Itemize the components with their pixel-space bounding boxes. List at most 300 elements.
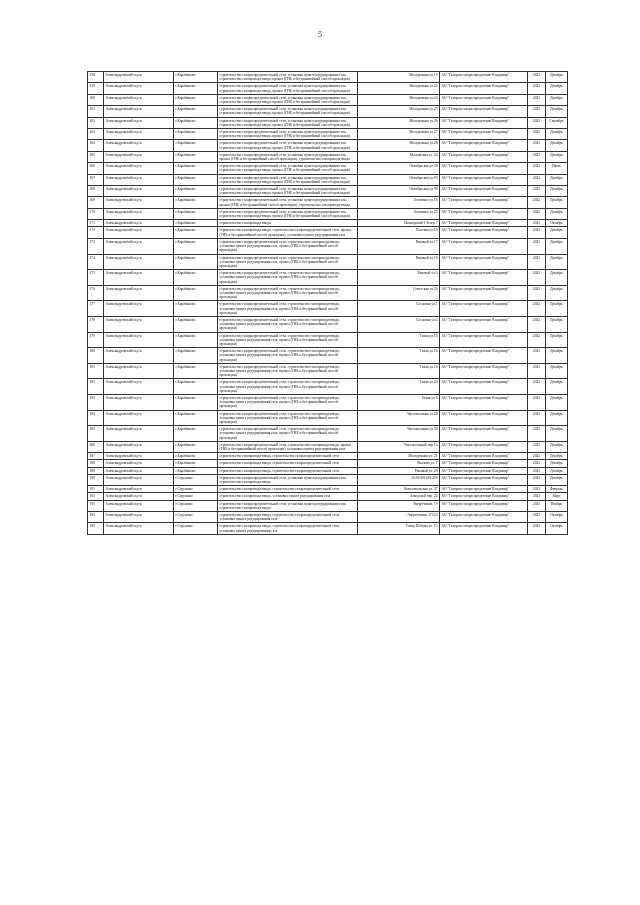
work-description-cell: строительство газораспределительной сети, установка пункта редуцирования газа, прокол (ГНБ и бестраншейный способ прокладки), строительство газопровода-ввода: [218, 151, 358, 162]
district-cell: Александровский м.р-н: [104, 348, 174, 364]
year-cell: 2022: [528, 208, 546, 219]
city-cell: г.Карабаново: [174, 227, 218, 238]
district-cell: Александровский м.р-н: [104, 94, 174, 105]
work-description-cell: строительство газораспределительной сети, строительство газопровода-ввода, установка пункта редуцирования газа, прокол (ГНБ и бестраншейный способ прокладки): [218, 254, 358, 270]
year-cell: 2023: [528, 238, 546, 254]
month-cell: Декабрь: [546, 238, 568, 254]
city-cell: г.Карабаново: [174, 467, 218, 474]
year-cell: 2022: [528, 453, 546, 460]
row-number-cell: 195: [88, 523, 104, 534]
organization-cell: АО "Газпром газораспределение Владимир": [440, 410, 528, 426]
year-cell: 2023: [528, 500, 546, 511]
table-body: [88, 72, 568, 535]
district-cell: Александровский м.р-н: [104, 493, 174, 500]
work-description-cell: строительство газораспределительной сети, строительство газопровода-ввода, прокол (ГНБ и бестраншейный способ прокладки), установка пункта редуцирования газа: [218, 441, 358, 452]
row-number-cell: 190: [88, 474, 104, 485]
work-description-cell: строительство газораспределительной сети, строительство газопровода-ввода, установка пункта редуцирования газа, прокол (ГНБ и бестраншейный способ прокладки): [218, 332, 358, 348]
work-description-cell: строительство газораспределительной сети, установка пункта редуцирования газа, прокол (ГНБ и бестраншейный способ прокладки), строительство газопровода-ввода: [218, 197, 358, 208]
table-row: [88, 83, 568, 94]
row-number-cell: 178: [88, 316, 104, 332]
city-cell: г.Карабаново: [174, 197, 218, 208]
month-cell: Декабрь: [546, 348, 568, 364]
district-cell: Александровский м.р-н: [104, 208, 174, 219]
month-cell: Декабрь: [546, 410, 568, 426]
work-description-cell: строительство газораспределительной сети, строительство газопровода-ввода, установка пункта редуцирования газа, прокол (ГНБ и бестраншейный способ прокладки): [218, 316, 358, 332]
table-row: [88, 140, 568, 151]
city-cell: г.Струнино: [174, 474, 218, 485]
district-cell: Александровский м.р-н: [104, 72, 174, 83]
row-number-cell: 179: [88, 332, 104, 348]
row-number-cell: 167: [88, 174, 104, 185]
work-description-cell: строительство газопровода-ввода, строительство газораспределительной сети: [218, 486, 358, 493]
address-cell: Молодежная ул.25: [358, 106, 440, 117]
year-cell: 2023: [528, 486, 546, 493]
month-cell: Декабрь: [546, 94, 568, 105]
month-cell: Декабрь: [546, 379, 568, 395]
work-description-cell: строительство газораспределительной сети, установка пункта редуцирования газа, строительство газопровода-ввода, прокол (ГНБ и бестраншейный способ прокладки): [218, 174, 358, 185]
district-cell: Александровский м.р-н: [104, 460, 174, 467]
organization-cell: АО "Газпром газораспределение Владимир": [440, 94, 528, 105]
month-cell: Июль: [546, 163, 568, 174]
address-cell: Раковый ул.17: [358, 238, 440, 254]
address-cell: Раковый ул. 20: [358, 467, 440, 474]
organization-cell: АО "Газпром газораспределение Владимир": [440, 493, 528, 500]
work-description-cell: строительство газопровода-ввода, строительство газораспределительной сети: [218, 460, 358, 467]
table-row: [88, 186, 568, 197]
table-row: [88, 348, 568, 364]
month-cell: Октябрь: [546, 512, 568, 523]
organization-cell: АО "Газпром газораспределение Владимир": [440, 197, 528, 208]
month-cell: Декабрь: [546, 394, 568, 410]
district-cell: Александровский м.р-н: [104, 410, 174, 426]
row-number-cell: 166: [88, 163, 104, 174]
row-number-cell: 194: [88, 512, 104, 523]
district-cell: Александровский м.р-н: [104, 453, 174, 460]
city-cell: г.Карабаново: [174, 332, 218, 348]
year-cell: 2023: [528, 301, 546, 317]
table-row: [88, 238, 568, 254]
row-number-cell: 173: [88, 238, 104, 254]
row-number-cell: 168: [88, 186, 104, 197]
city-cell: г.Карабаново: [174, 117, 218, 128]
organization-cell: АО "Газпром газораспределение Владимир": [440, 186, 528, 197]
address-cell: Молодежная ул.22: [358, 83, 440, 94]
district-cell: Александровский м.р-н: [104, 474, 174, 485]
address-cell: Осипенко ул.25: [358, 208, 440, 219]
month-cell: Декабрь: [546, 151, 568, 162]
work-description-cell: строительство газораспределительной сети, строительство газопровода-ввода, установка пункта редуцирования газа, прокол (ГНБ и бестраншейный способ прокладки): [218, 410, 358, 426]
organization-cell: АО "Газпром газораспределение Владимир": [440, 426, 528, 442]
district-cell: Александровский м.р-н: [104, 220, 174, 227]
address-cell: Тихая ул.10: [358, 332, 440, 348]
work-description-cell: строительство газораспределительной сети, установка пункта редуцирования газа, строительство газопровода-ввода, прокол (ГНБ и бестраншейный способ прокладки): [218, 208, 358, 219]
month-cell: Февраль: [546, 486, 568, 493]
organization-cell: АО "Газпром газораспределение Владимир": [440, 208, 528, 219]
address-cell: Молодежная ул.28: [358, 140, 440, 151]
table-row: [88, 270, 568, 286]
city-cell: г.Карабаново: [174, 270, 218, 286]
year-cell: 2022: [528, 332, 546, 348]
table-row: [88, 426, 568, 442]
address-cell: Осипенко ул.18: [358, 197, 440, 208]
address-cell: Советская ул.24: [358, 285, 440, 301]
address-cell: Энергетиков, 19: [358, 500, 440, 511]
table-row: [88, 523, 568, 534]
district-cell: Александровский м.р-н: [104, 117, 174, 128]
year-cell: 2022: [528, 174, 546, 185]
year-cell: 2023: [528, 348, 546, 364]
row-number-cell: 186: [88, 441, 104, 452]
row-number-cell: 184: [88, 410, 104, 426]
district-cell: Александровский м.р-н: [104, 106, 174, 117]
organization-cell: АО "Газпром газораспределение Владимир": [440, 348, 528, 364]
table-row: [88, 117, 568, 128]
table-row: [88, 363, 568, 379]
table-row: [88, 197, 568, 208]
organization-cell: АО "Газпром газораспределение Владимир": [440, 474, 528, 485]
address-cell: Тихая ул.18: [358, 363, 440, 379]
table-row: [88, 94, 568, 105]
month-cell: Декабрь: [546, 285, 568, 301]
organization-cell: АО "Газпром газораспределение Владимир": [440, 379, 528, 395]
month-cell: Декабрь: [546, 453, 568, 460]
district-cell: Александровский м.р-н: [104, 500, 174, 511]
year-cell: 2023: [528, 117, 546, 128]
month-cell: Декабрь: [546, 301, 568, 317]
row-number-cell: 182: [88, 379, 104, 395]
work-description-cell: строительство газораспределительной сети, строительство газопровода-ввода, установка пункта редуцирования газа, прокол (ГНБ и бестраншейный способ прокладки): [218, 348, 358, 364]
city-cell: г.Карабаново: [174, 316, 218, 332]
month-cell: Декабрь: [546, 316, 568, 332]
city-cell: г.Карабаново: [174, 208, 218, 219]
district-cell: Александровский м.р-н: [104, 467, 174, 474]
year-cell: 2023: [528, 474, 546, 485]
organization-cell: АО "Газпром газораспределение Владимир": [440, 301, 528, 317]
address-cell: Раковый ул.19: [358, 254, 440, 270]
row-number-cell: 164: [88, 140, 104, 151]
city-cell: г.Карабаново: [174, 410, 218, 426]
city-cell: г.Карабаново: [174, 238, 218, 254]
city-cell: г.Карабаново: [174, 129, 218, 140]
city-cell: г.Карабаново: [174, 83, 218, 94]
month-cell: Декабрь: [546, 129, 568, 140]
year-cell: 2023: [528, 316, 546, 332]
year-cell: 2023: [528, 129, 546, 140]
month-cell: Декабрь: [546, 426, 568, 442]
organization-cell: АО "Газпром газораспределение Владимир": [440, 363, 528, 379]
city-cell: г.Струнино: [174, 486, 218, 493]
work-description-cell: строительство газораспределительной сети, установка пункта редуцирования газа, строительство газопровода-ввода, прокол (ГНБ и бестраншейный способ прокладки): [218, 106, 358, 117]
work-description-cell: строительство газораспределительной сети, установка пункта редуцирования газа, строительство газопровода-ввода, прокол (ГНБ и бестраншейный способ прокладки): [218, 163, 358, 174]
page-number: 5: [318, 30, 322, 39]
district-cell: Александровский м.р-н: [104, 140, 174, 151]
city-cell: г.Карабаново: [174, 163, 218, 174]
year-cell: 2023: [528, 441, 546, 452]
year-cell: 2023: [528, 94, 546, 105]
year-cell: 2023: [528, 220, 546, 227]
address-cell: Чистопольная ул.30: [358, 426, 440, 442]
year-cell: 2023: [528, 493, 546, 500]
month-cell: Декабрь: [546, 106, 568, 117]
row-number-cell: 169: [88, 197, 104, 208]
year-cell: 2023: [528, 523, 546, 534]
table-row: [88, 227, 568, 238]
work-description-cell: строительство газораспределительной сети, строительство газопровода-ввода, установка пункта редуцирования газа, прокол (ГНБ и бестраншейный способ прокладки): [218, 363, 358, 379]
address-cell: Сосновая ул.1: [358, 301, 440, 317]
district-cell: Александровский м.р-н: [104, 129, 174, 140]
year-cell: 2023: [528, 270, 546, 286]
organization-cell: АО "Газпром газораспределение Владимир": [440, 227, 528, 238]
row-number-cell: 175: [88, 270, 104, 286]
table-row: [88, 512, 568, 523]
table-row: [88, 441, 568, 452]
table-row: [88, 129, 568, 140]
row-number-cell: 161: [88, 106, 104, 117]
city-cell: г.Карабаново: [174, 220, 218, 227]
table-row: [88, 493, 568, 500]
district-cell: Александровский м.р-н: [104, 83, 174, 94]
work-description-cell: строительство газораспределительной сети, строительство газопровода-ввода, установка пункта редуцирования газа, прокол (ГНБ и бестраншейный способ прокладки): [218, 394, 358, 410]
address-cell: Молодежная ул.27: [358, 129, 440, 140]
year-cell: 2023: [528, 151, 546, 162]
row-number-cell: 180: [88, 348, 104, 364]
table-row: [88, 174, 568, 185]
city-cell: г.Карабаново: [174, 363, 218, 379]
month-cell: Декабрь: [546, 332, 568, 348]
month-cell: Декабрь: [546, 474, 568, 485]
organization-cell: АО "Газпром газораспределение Владимир": [440, 129, 528, 140]
address-cell: Чистопольный пер.14: [358, 441, 440, 452]
city-cell: г.Струнино: [174, 523, 218, 534]
address-cell: Октябрьская ул.99: [358, 186, 440, 197]
city-cell: г.Карабаново: [174, 460, 218, 467]
row-number-cell: 160: [88, 94, 104, 105]
table-row: [88, 106, 568, 117]
organization-cell: АО "Газпром газораспределение Владимир": [440, 441, 528, 452]
row-number-cell: 191: [88, 486, 104, 493]
organization-cell: АО "Газпром газораспределение Владимир": [440, 140, 528, 151]
district-cell: Александровский м.р-н: [104, 426, 174, 442]
work-description-cell: строительство газораспределительной сети, строительство газопровода-ввода, установка пункта редуцирования газа, прокол (ГНБ и бестраншейный способ прокладки): [218, 301, 358, 317]
city-cell: г.Карабаново: [174, 254, 218, 270]
month-cell: Декабрь: [546, 441, 568, 452]
year-cell: 2023: [528, 363, 546, 379]
table-row: [88, 486, 568, 493]
table-row: [88, 163, 568, 174]
work-description-cell: строительство газораспределительной сети, строительство газопровода-ввода, установка пункта редуцирования газа, прокол (ГНБ и бестраншейный способ прокладки): [218, 270, 358, 286]
work-description-cell: строительство газопровода-ввода, строительство газораспределительной сети: [218, 453, 358, 460]
organization-cell: АО "Газпром газораспределение Владимир": [440, 467, 528, 474]
district-cell: Александровский м.р-н: [104, 523, 174, 534]
row-number-cell: 162: [88, 117, 104, 128]
district-cell: Александровский м.р-н: [104, 254, 174, 270]
work-description-cell: строительство газораспределительной сети, установка пункта редуцирования газа, строительство газопровода-ввода: [218, 500, 358, 511]
city-cell: г.Карабаново: [174, 106, 218, 117]
month-cell: Сентябрь: [546, 117, 568, 128]
district-cell: Александровский м.р-н: [104, 363, 174, 379]
table-row: [88, 460, 568, 467]
city-cell: г.Карабаново: [174, 348, 218, 364]
district-cell: Александровский м.р-н: [104, 301, 174, 317]
month-cell: Ноябрь: [546, 500, 568, 511]
address-cell: Молодежная ул.26: [358, 117, 440, 128]
table-row: [88, 285, 568, 301]
month-cell: Декабрь: [546, 174, 568, 185]
year-cell: 2023: [528, 467, 546, 474]
work-description-cell: строительство газораспределительной сети, строительство газопровода-ввода, установка пункта редуцирования газа, прокол (ГНБ и бестраншейный способ прокладки): [218, 238, 358, 254]
month-cell: Декабрь: [546, 140, 568, 151]
organization-cell: АО "Газпром газораспределение Владимир": [440, 285, 528, 301]
district-cell: Александровский м.р-н: [104, 316, 174, 332]
year-cell: 2022: [528, 197, 546, 208]
organization-cell: АО "Газпром газораспределение Владимир": [440, 512, 528, 523]
organization-cell: АО "Газпром газораспределение Владимир": [440, 83, 528, 94]
table-row: [88, 220, 568, 227]
row-number-cell: 170: [88, 208, 104, 219]
month-cell: Декабрь: [546, 227, 568, 238]
district-cell: Александровский м.р-н: [104, 441, 174, 452]
address-cell: Пионерский 1-й пер,7: [358, 220, 440, 227]
row-number-cell: 193: [88, 500, 104, 511]
address-cell: Энергетиков, 2/5/23: [358, 512, 440, 523]
work-description-cell: строительство газораспределительной сети, строительство газопровода-ввода, установка пункта редуцирования газа, прокол (ГНБ и бестраншейный способ прокладки): [218, 285, 358, 301]
address-cell: Октябрьская ул.38: [358, 163, 440, 174]
month-cell: Октябрь: [546, 220, 568, 227]
work-description-cell: строительство газораспределительной сети, установка пункта редуцирования газа, строительство газопровода-ввода, прокол (ГНБ и бестраншейный способ прокладки): [218, 186, 358, 197]
district-cell: Александровский м.р-н: [104, 227, 174, 238]
city-cell: г.Карабаново: [174, 441, 218, 452]
organization-cell: АО "Газпром газораспределение Владимир": [440, 500, 528, 511]
year-cell: 2023: [528, 512, 546, 523]
address-cell: Молодежная ул. 21: [358, 453, 440, 460]
row-number-cell: 188: [88, 460, 104, 467]
organization-cell: АО "Газпром газораспределение Владимир": [440, 316, 528, 332]
table-row: [88, 151, 568, 162]
district-cell: Александровский м.р-н: [104, 332, 174, 348]
address-cell: Тихая ул.24: [358, 379, 440, 395]
year-cell: 2022: [528, 379, 546, 395]
year-cell: 2022: [528, 163, 546, 174]
work-description-cell: строительство газопровода-ввода, строительство газораспределительной сети, прокол (ГНБ и бестраншейный способ прокладки), установка пункта редуцирования газа: [218, 227, 358, 238]
address-cell: Молодежная ул.19: [358, 72, 440, 83]
table-row: [88, 394, 568, 410]
district-cell: Александровский м.р-н: [104, 270, 174, 286]
address-cell: Молодежная ул.24: [358, 94, 440, 105]
year-cell: 2023: [528, 106, 546, 117]
month-cell: Декабрь: [546, 254, 568, 270]
work-description-cell: строительство газопровода-ввода, строительство газораспределительной сети, установка пункта редуцирования газа: [218, 523, 358, 534]
organization-cell: АО "Газпром газораспределение Владимир": [440, 270, 528, 286]
city-cell: г.Карабаново: [174, 140, 218, 151]
table-row: [88, 453, 568, 460]
year-cell: 2023: [528, 140, 546, 151]
district-cell: Александровский м.р-н: [104, 151, 174, 162]
work-description-cell: строительство газораспределительной сети, установка пункта редуцирования газа, строительство газопровода-ввода, прокол (ГНБ и бестраншейный способ прокладки): [218, 94, 358, 105]
district-cell: Александровский м.р-н: [104, 486, 174, 493]
city-cell: г.Карабаново: [174, 394, 218, 410]
work-description-cell: строительство газораспределительной сети, установка пункта редуцирования газа, строительство газопровода-ввода: [218, 474, 358, 485]
city-cell: г.Карабаново: [174, 301, 218, 317]
row-number-cell: 176: [88, 285, 104, 301]
month-cell: Декабрь: [546, 197, 568, 208]
organization-cell: АО "Газпром газораспределение Владимир": [440, 238, 528, 254]
address-cell: Октябрьская ул.93: [358, 174, 440, 185]
year-cell: 2023: [528, 410, 546, 426]
month-cell: Декабрь: [546, 460, 568, 467]
work-description-cell: строительство газопровода-ввода, строительство газораспределительной сети, установка пункта редуцирования газа: [218, 512, 358, 523]
row-number-cell: 183: [88, 394, 104, 410]
district-cell: Александровский м.р-н: [104, 394, 174, 410]
row-number-cell: 159: [88, 83, 104, 94]
month-cell: Декабрь: [546, 363, 568, 379]
address-cell: Тихая ул.16: [358, 348, 440, 364]
organization-cell: АО "Газпром газораспределение Владимир": [440, 332, 528, 348]
organization-cell: АО "Газпром газораспределение Владимир": [440, 72, 528, 83]
row-number-cell: 177: [88, 301, 104, 317]
year-cell: 2023: [528, 227, 546, 238]
city-cell: г.Карабаново: [174, 151, 218, 162]
table-row: [88, 379, 568, 395]
organization-cell: АО "Газпром газораспределение Владимир": [440, 460, 528, 467]
month-cell: Декабрь: [546, 186, 568, 197]
organization-cell: АО "Газпром газораспределение Владимир": [440, 117, 528, 128]
work-description-cell: строительство газораспределительной сети, установка пункта редуцирования газа, строительство газопровода-ввода, прокол (ГНБ и бестраншейный способ прокладки): [218, 117, 358, 128]
work-description-cell: строительство газораспределительной сети, установка пункта редуцирования газа, строительство газопровода-ввода, прокол (ГНБ и бестраншейный способ прокладки): [218, 72, 358, 83]
district-cell: Александровский м.р-н: [104, 238, 174, 254]
district-cell: Александровский м.р-н: [104, 186, 174, 197]
year-cell: 2022: [528, 83, 546, 94]
gasification-table: [87, 71, 568, 535]
city-cell: г.Карабаново: [174, 72, 218, 83]
row-number-cell: 165: [88, 151, 104, 162]
work-description-cell: строительство газораспределительной сети, строительство газопровода-ввода, установка пункта редуцирования газа, прокол (ГНБ и бестраншейный способ прокладки): [218, 426, 358, 442]
district-cell: Александровский м.р-н: [104, 197, 174, 208]
work-description-cell: строительство газопровода-ввода, установка пункта редуцирования газа: [218, 493, 358, 500]
district-cell: Александровский м.р-н: [104, 379, 174, 395]
city-cell: г.Карабаново: [174, 453, 218, 460]
address-cell: Тихая ул.6: [358, 394, 440, 410]
row-number-cell: 163: [88, 129, 104, 140]
address-cell: Комсомольская ул. 37: [358, 486, 440, 493]
table-row: [88, 316, 568, 332]
table-row: [88, 301, 568, 317]
month-cell: Март: [546, 493, 568, 500]
work-description-cell: строительство газораспределительной сети, установка пункта редуцирования газа, строительство газопровода-ввода, прокол (ГНБ и бестраншейный способ прокладки): [218, 140, 358, 151]
year-cell: 2022: [528, 460, 546, 467]
city-cell: г.Карабаново: [174, 94, 218, 105]
city-cell: г.Карабаново: [174, 186, 218, 197]
organization-cell: АО "Газпром газораспределение Владимир": [440, 523, 528, 534]
city-cell: г.Струнино: [174, 500, 218, 511]
organization-cell: АО "Газпром газораспределение Владимир": [440, 151, 528, 162]
table-row: [88, 474, 568, 485]
table-row: [88, 332, 568, 348]
district-cell: Александровский м.р-н: [104, 285, 174, 301]
year-cell: 2023: [528, 254, 546, 270]
table-row: [88, 467, 568, 474]
row-number-cell: 187: [88, 453, 104, 460]
organization-cell: АО "Газпром газораспределение Владимир": [440, 254, 528, 270]
month-cell: Декабрь: [546, 72, 568, 83]
month-cell: Декабрь: [546, 83, 568, 94]
city-cell: г.Карабаново: [174, 426, 218, 442]
row-number-cell: 172: [88, 227, 104, 238]
city-cell: г.Карабаново: [174, 379, 218, 395]
city-cell: г.Карабаново: [174, 285, 218, 301]
district-cell: Александровский м.р-н: [104, 163, 174, 174]
work-description-cell: строительство газопровода-ввода, строительство газораспределительной сети: [218, 467, 358, 474]
table-row: [88, 254, 568, 270]
